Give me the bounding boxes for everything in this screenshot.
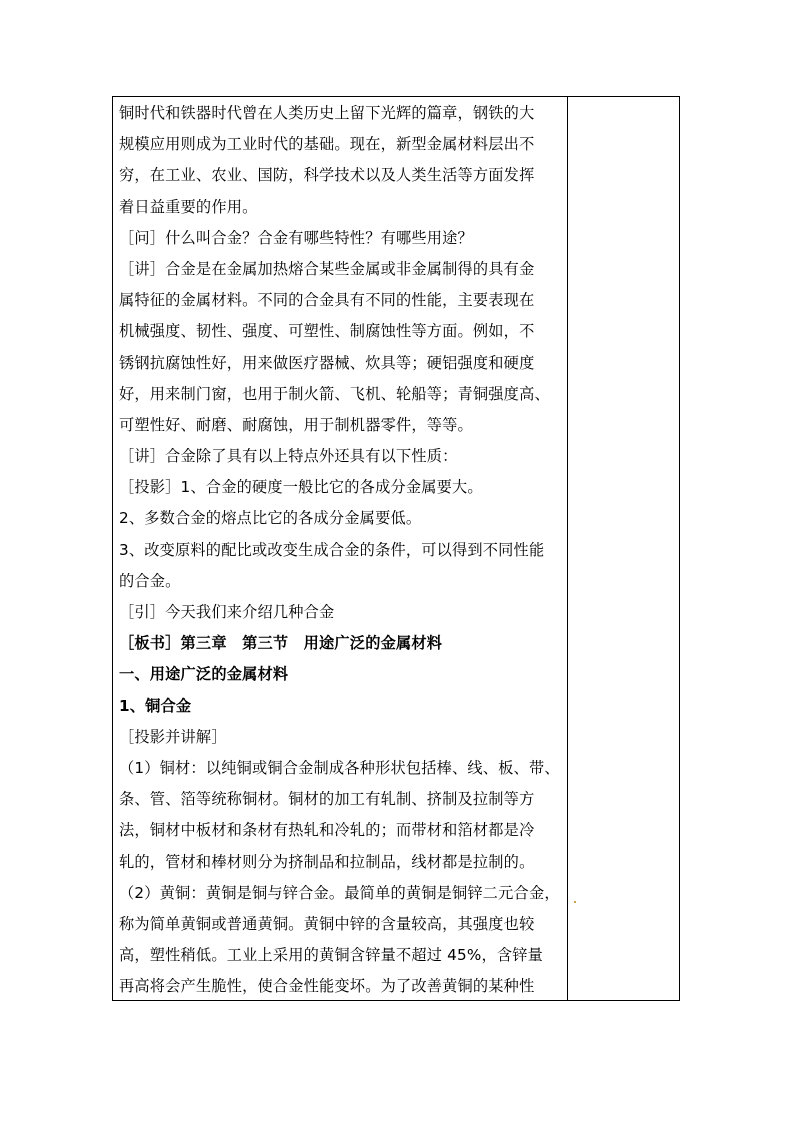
text-line: 穷，在工业、农业、国防，科学技术以及人类生活等方面发挥 [119,166,535,185]
stray-mark [574,901,576,903]
lesson-content-cell [119,97,561,1002]
text-line: ［投影并讲解］ [119,727,227,746]
text-line: 可塑性好、耐磨、耐腐蚀，用于制机器零件，等等。 [119,415,473,434]
text-line: 高，塑性稍低。工业上采用的黄铜含锌量不超过 45%，含锌量 [119,946,544,965]
text-line: 条、管、箔等统称铜材。铜材的加工有轧制、挤制及拉制等方 [119,790,535,809]
text-line: 机械强度、韧性、强度、可塑性、制腐蚀性等方面。例如，不 [119,322,535,341]
text-line: ［引］今天我们来介绍几种合金 [119,603,335,621]
text-line: ［讲］合金除了具有以上特点外还具有以下性质： [119,447,458,466]
text-line: 铜时代和铁器时代曾在人类历史上留下光辉的篇章，钢铁的大 [119,104,535,122]
heading-line: 一、用途广泛的金属材料 [119,665,289,684]
text-line: （1）铜材：以纯铜或铜合金制成各种形状包括棒、线、板、带、 [119,758,560,777]
text-line: 称为简单黄铜或普通黄铜。黄铜中锌的含量较高，其强度也较 [119,914,535,933]
text-line: 再高将会产生脆性，使合金性能变坏。为了改善黄铜的某种性 [119,977,535,996]
text-line: ［投影］1、合金的硬度一般比它的各成分金属要大。 [119,478,483,497]
text-line: 轧的，管材和棒材则分为挤制品和拉制品，线材都是拉制的。 [119,852,535,871]
column-divider [567,97,568,1000]
text-line: 3、改变原料的配比或改变生成合金的条件，可以得到不同性能 [119,540,545,559]
text-line: 规模应用则成为工业时代的基础。现在，新型金属材料层出不 [119,135,535,154]
text-line: ［讲］合金是在金属加热熔合某些金属或非金属制得的具有金 [119,259,535,278]
text-line: 2、多数合金的熔点比它的各成分金属要低。 [119,509,422,528]
text-line: 的合金。 [119,571,181,590]
heading-line: 1、铜合金 [119,696,192,715]
text-line: 属特征的金属材料。不同的合金具有不同的性能，主要表现在 [119,291,535,310]
text-line: ［问］什么叫合金？合金有哪些特性？有哪些用途？ [119,228,473,247]
text-line: 法，铜材中板材和条材有热轧和冷轧的；而带材和箔材都是冷 [119,821,535,840]
text-line: 着日益重要的作用。 [119,197,258,216]
text-line: 好，用来制门窗，也用于制火箭、飞机、轮船等；青铜强度高、 [119,384,550,403]
text-line: 锈钢抗腐蚀性好，用来做医疗器械、炊具等；硬铝强度和硬度 [119,353,535,372]
text-line: （2）黄铜：黄铜是铜与锌合金。最简单的黄铜是铜锌二元合金， [119,883,560,902]
heading-line: ［板书］第三章 第三节 用途广泛的金属材料 [119,634,443,653]
lesson-table [112,96,680,1001]
